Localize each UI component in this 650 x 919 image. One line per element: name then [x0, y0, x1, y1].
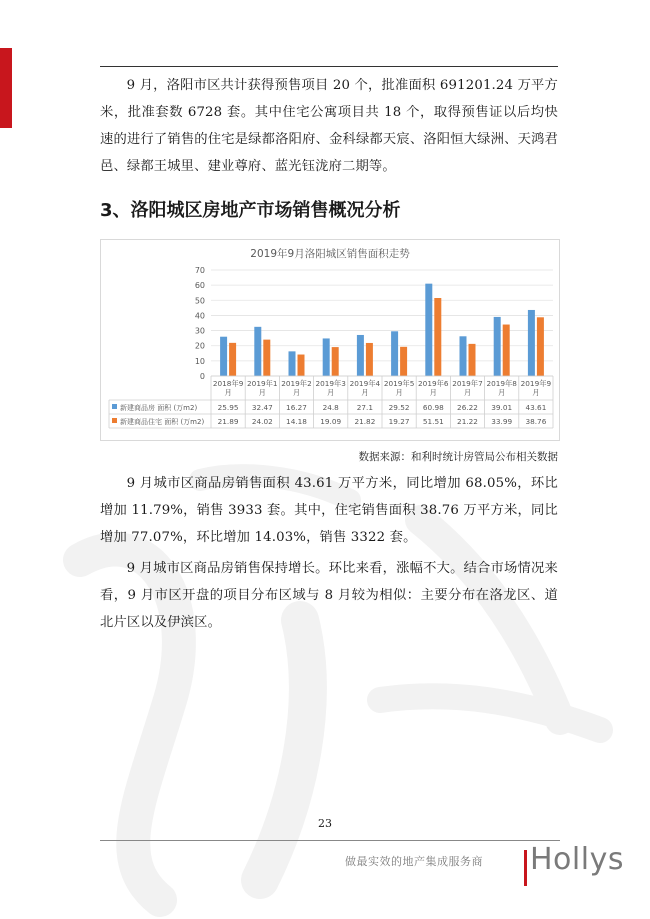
data-value-label: 60.98	[422, 403, 444, 412]
company-logo: Hollys	[530, 842, 624, 877]
bar-residential	[332, 347, 339, 376]
bar-commercial	[391, 331, 398, 376]
legend-swatch-residential	[112, 418, 117, 423]
data-value-label: 33.99	[491, 417, 513, 426]
bar-commercial	[323, 338, 330, 376]
data-value-label: 21.82	[354, 417, 376, 426]
bar-residential	[263, 340, 270, 376]
data-value-label: 27.1	[356, 403, 374, 412]
header-rule	[100, 66, 558, 67]
legend-label-residential: 新建商品住宅 面积 (万m2)	[120, 418, 205, 426]
data-value-label: 21.22	[457, 417, 478, 426]
page-number: 23	[318, 817, 332, 830]
bar-residential	[229, 343, 236, 376]
y-tick-label: 0	[199, 372, 205, 381]
bar-commercial	[220, 337, 227, 376]
data-value-label: 38.76	[525, 417, 547, 426]
chart-canvas	[101, 240, 559, 440]
x-category-label: 2019年5 月	[383, 379, 415, 397]
x-category-label: 2019年7 月	[452, 379, 483, 397]
y-tick-label: 50	[194, 296, 205, 306]
x-category-label: 2019年6 月	[418, 379, 449, 397]
bar-commercial	[528, 310, 535, 376]
x-category-label: 2019年4 月	[349, 379, 381, 397]
chart-title: 2019年9月洛阳城区销售面积走势	[250, 248, 410, 260]
footer-slogan: 做最实效的地产集成服务商	[345, 855, 483, 868]
x-category-label: 2019年3 月	[315, 379, 346, 397]
bar-commercial	[254, 327, 261, 376]
data-source-note: 数据来源：和利时统计房管局公布相关数据	[358, 451, 558, 463]
bar-residential	[298, 355, 305, 376]
bar-residential	[537, 317, 544, 376]
page-content	[100, 72, 558, 636]
bar-residential	[400, 347, 407, 376]
legend-label-commercial: 新建商品房 面积 (万m2)	[120, 404, 198, 412]
paragraph-sales-figures: 9 月城市区商品房销售面积 43.61 万平方米，同比增加 68.05%，环比增加 11.79%，销售 3933 套。其中，住宅销售面积 38.76 万平方米，同比增加 77.07%，环比增加 14.03%，销售 3322 套。	[100, 476, 558, 545]
data-value-label: 29.52	[388, 403, 410, 412]
data-value-label: 32.47	[251, 403, 273, 412]
data-value-label: 16.27	[286, 403, 307, 412]
paragraph-market-summary: 9 月城市区商品房销售保持增长。环比来看，涨幅不大。结合市场情况来看，9 月市区开盘的项目分布区域与 8 月较为相似：主要分布在洛龙区、道北片区以及伊滨区。	[100, 561, 558, 630]
section-heading: 3、洛阳城区房地产市场销售概况分析	[100, 200, 401, 221]
y-tick-label: 30	[194, 326, 205, 336]
data-value-label: 19.27	[388, 417, 410, 426]
bar-residential	[469, 344, 476, 376]
legend-swatch-commercial	[112, 404, 117, 409]
data-value-label: 51.51	[422, 417, 444, 426]
data-value-label: 14.18	[286, 417, 307, 426]
data-value-label: 43.61	[525, 403, 547, 412]
bar-commercial	[289, 351, 296, 376]
accent-red-bar	[0, 48, 12, 128]
paragraph-presale: 9 月，洛阳市区共计获得预售项目 20 个，批准面积 691201.24 万平方米，批准套数 6728 套。其中住宅公寓项目共 18 个，取得预售证以后均快速的进行了销售的住宅是绿都洛阳府、金科绿都天宸、洛阳恒大绿洲、天鸿君邑、绿都王城里、建业尊府、蓝光钰泷府二期等。	[100, 78, 558, 174]
data-value-label: 24.8	[322, 403, 339, 412]
bar-commercial	[494, 317, 501, 376]
data-value-label: 19.09	[320, 417, 342, 426]
data-value-label: 26.22	[457, 403, 478, 412]
x-category-label: 2019年2 月	[281, 379, 312, 397]
x-category-label: 2019年9 月	[520, 379, 552, 397]
data-value-label: 24.02	[251, 417, 273, 426]
data-value-label: 21.89	[217, 417, 239, 426]
sales-area-chart	[100, 239, 560, 441]
x-category-label: 2018年9 月	[212, 379, 244, 397]
bar-commercial	[460, 336, 467, 376]
footer-rule	[100, 840, 560, 841]
data-value-label: 25.95	[217, 403, 239, 412]
y-tick-label: 70	[194, 266, 205, 275]
footer-red-divider	[524, 850, 527, 886]
x-category-label: 2019年1 月	[247, 379, 278, 397]
y-tick-label: 60	[194, 281, 205, 291]
y-tick-label: 10	[194, 356, 205, 366]
bar-residential	[503, 325, 510, 376]
data-value-label: 39.01	[491, 403, 513, 412]
x-category-label: 2019年8 月	[486, 379, 517, 397]
y-tick-label: 40	[194, 311, 205, 321]
bar-commercial	[425, 284, 432, 376]
bar-commercial	[357, 335, 364, 376]
bar-residential	[366, 343, 373, 376]
y-tick-label: 20	[194, 341, 205, 351]
bar-residential	[434, 298, 441, 376]
